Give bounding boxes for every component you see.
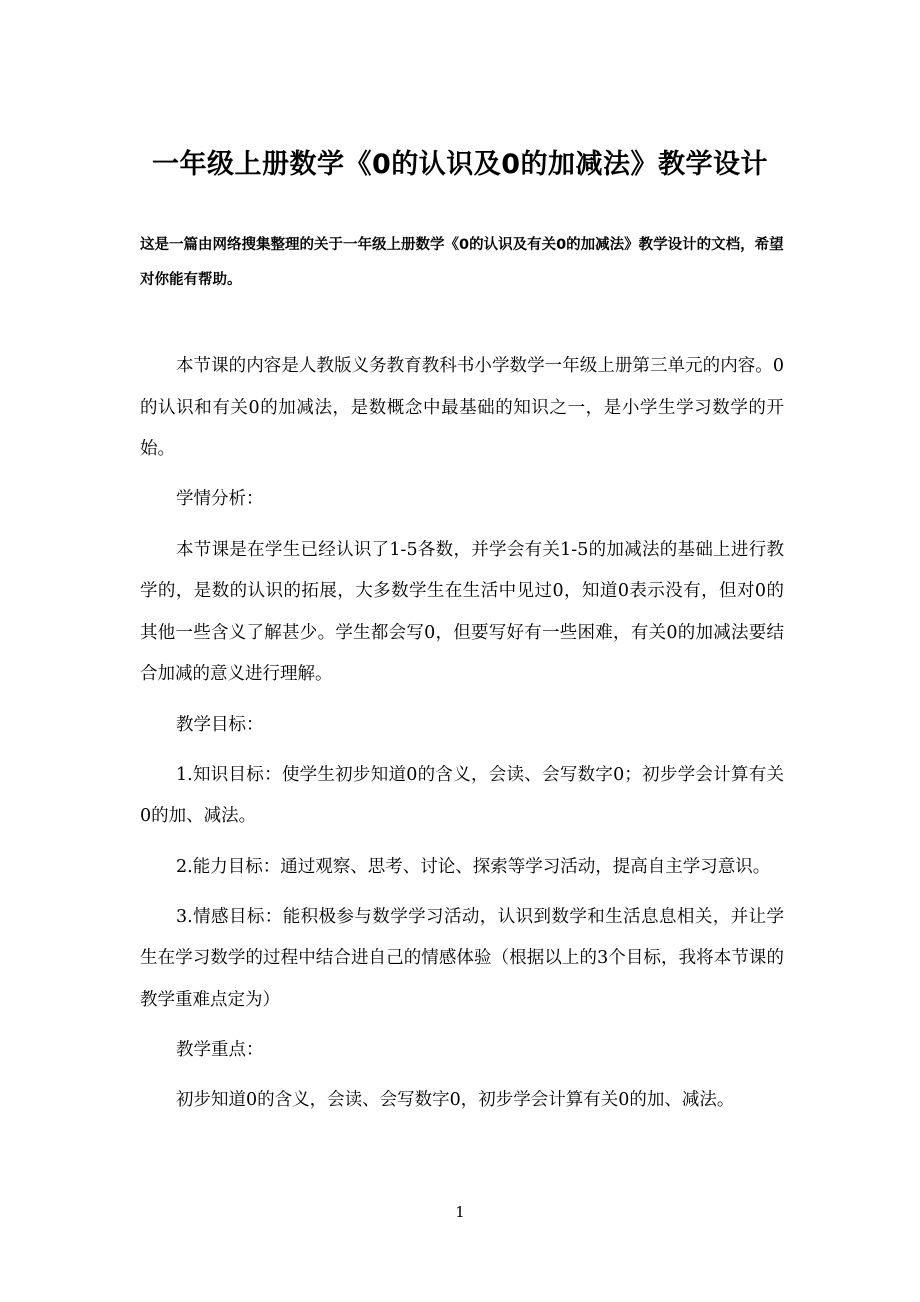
intro-paragraph: 这是一篇由网络搜集整理的关于一年级上册数学《0的认识及有关0的加减法》教学设计的文档，希望对你能有帮助。 [140, 237, 784, 288]
paragraph-emotion-goal: 3.情感目标：能积极参与数学学习活动，认识到数学和生活息息相关，并让学生在学习数学的过程中结合进自己的情感体验（根据以上的3个目标，我将本节课的教学重难点定为） [140, 906, 784, 1010]
paragraph-ability-goal: 2.能力目标：通过观察、思考、讨论、探索等学习活动，提高自主学习意识。 [176, 856, 771, 877]
heading-learning-analysis: 学情分析： [176, 489, 264, 510]
document-title: 一年级上册数学《0的认识及0的加减法》教学设计 [151, 149, 769, 180]
paragraph-teaching-focus: 初步知道0的含义，会读、会写数字0，初步学会计算有关0的加、减法。 [176, 1090, 735, 1111]
paragraph-knowledge-goal: 1.知识目标：使学生初步知道0的含义，会读、会写数字0；初步学会计算有关0的加、减法。 [140, 764, 784, 827]
heading-teaching-focus: 教学重点： [176, 1040, 264, 1061]
heading-teaching-goals: 教学目标： [176, 714, 264, 735]
page-number: 1 [455, 1203, 465, 1221]
document-body [140, 346, 784, 1130]
paragraph-content-overview: 本节课的内容是人教版义务教育教科书小学数学一年级上册第三单元的内容。0的认识和有关0的加减法，是数概念中最基础的知识之一，是小学生学习数学的开始。 [140, 356, 784, 460]
paragraph-learning-analysis: 本节课是在学生已经认识了1-5各数，并学会有关1-5的加减法的基础上进行教学的，是数的认识的拓展，大多数学生在生活中见过0，知道0表示没有，但对0的其他一些含义了解甚少。学生都会写0，但要写好有一些困难，有关0的加减法要结合加减的意义进行理解。 [140, 539, 784, 685]
